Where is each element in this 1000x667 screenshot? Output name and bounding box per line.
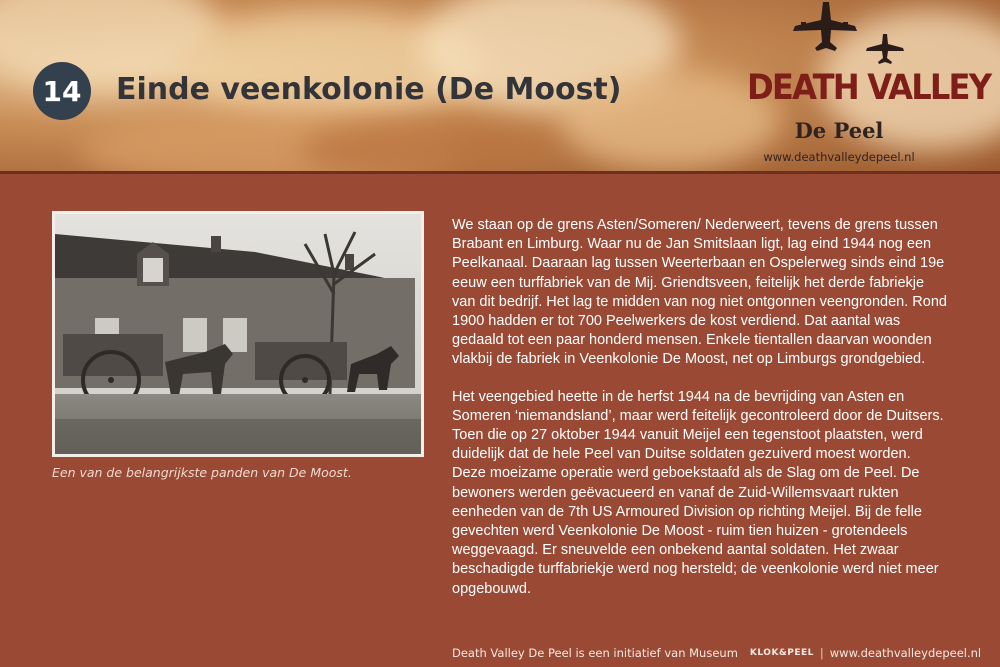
- bomber-planes-icon: [735, 0, 945, 72]
- footer-separator: |: [819, 646, 824, 660]
- article-paragraph-2: Het veengebied heette in de herfst 1944 na de bevrijding van Asten en Someren ‘niemandsland’, maar werd feitelijk gecontroleerd door de Duitsers. Toen die op 27 oktober 1944 vanuit Meijel een tegenstoot plaatsten, werd duidelijk dat de hele Peel van Duitse soldaten gezuiverd moest worden. Deze moeizame operatie werd geboekstaafd als de Slag om de Peel. De bewoners werden geëvacueerd en vanaf de Zuid-Willemsvaart rukten eenheden van de 7th US Armoured Division op richting Meijel. Bij de felle gevechten werd Veenkolonie De Moost - ruim tien huizen - grotendeels weggevaagd. Er sneuvelde een onbekend aantal soldaten. Het zwaar beschadigde turffabriekje werd nog hersteld; de veenkolonie werd niet meer opgebouwd.: [452, 388, 944, 597]
- article-body: [452, 216, 947, 617]
- footer-url: www.deathvalleydepeel.nl: [829, 646, 982, 660]
- photo-caption: Een van de belangrijkste panden van De Moost.: [52, 465, 352, 480]
- building-photo-image: [55, 214, 421, 454]
- footer-credit: Death Valley De Peel is een initiatief van Museum: [452, 646, 738, 660]
- stop-number-badge: 14: [33, 62, 91, 120]
- logo-subtitle: De Peel: [794, 118, 884, 143]
- historic-photo: [52, 211, 424, 457]
- logo-wordmark: DEATH VALLEY: [747, 68, 991, 108]
- logo-url: www.deathvalleydepeel.nl: [763, 150, 915, 164]
- museum-name: KLOK&PEEL: [749, 648, 814, 658]
- article-paragraph-1: We staan op de grens Asten/Someren/ Nederweert, tevens de grens tussen Brabant en Limburg. Waar nu de Jan Smitslaan ligt, lag eind 1944 nog een Peelkanaal. Daaraan lag tussen Weerterbaan en Ospelerweg sinds eind 19e eeuw een turffabriek van de Mij. Griendtsveen, feitelijk het derde fabriekje van dit bedrijf. Het lag te midden van nog niet ontgonnen veengronden. Rond 1900 hadden er tot 700 Peelwerkers de kost verdiend. Dat aantal was gedaald tot een paar honderd mensen. Enkele tientallen daarvan woonden vlakbij de fabriek in Veenkolonie De Moost, net op Limburgs grondgebied.: [452, 217, 947, 368]
- page-title: Einde veenkolonie (De Moost): [116, 72, 622, 107]
- death-valley-logo: [735, 0, 991, 173]
- footer: [452, 645, 982, 661]
